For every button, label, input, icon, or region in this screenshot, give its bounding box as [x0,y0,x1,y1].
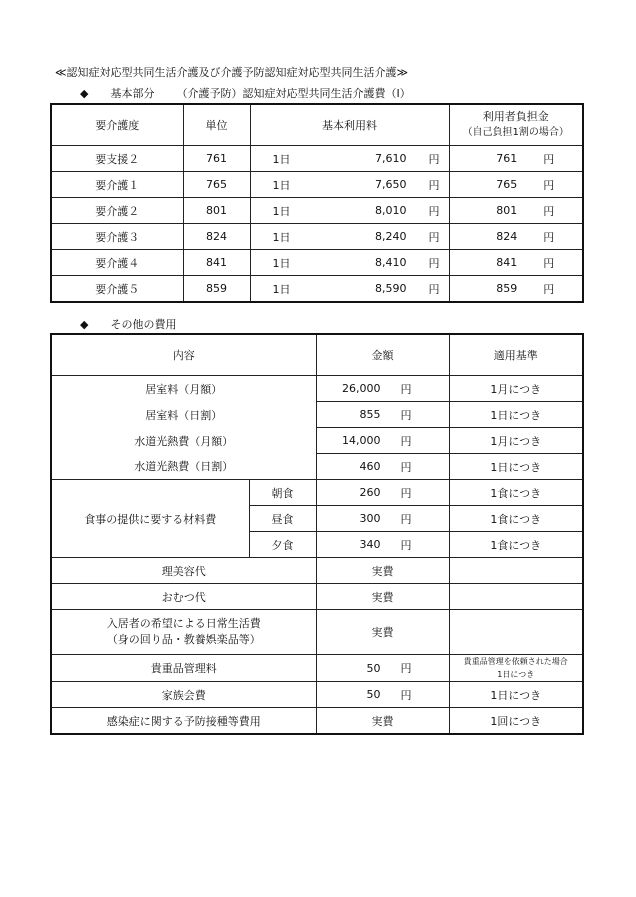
header-units: 単位 [183,104,250,146]
table-row: 理美容代 実費 [51,558,583,584]
table-header-row [51,334,583,376]
table-row: 食事の提供に要する材料費 朝食 260 円 1食につき [51,480,583,506]
section-basic-heading [80,85,411,101]
header-amount: 金額 [316,334,449,376]
table-row: 居室料（日割） 855 円 1日につき [51,402,583,428]
table-row: 貴重品管理料 50 円 貴重品管理を依頼された場合 1日につき [51,655,583,682]
table-row: 入居者の希望による日常生活費 （身の回り品・教養娯楽品等） 実費 [51,610,583,655]
table-row: 要介護４ 841 1日 8,410 円 841 円 [51,250,583,276]
section-subheading: （介護予防）認知症対応型共同生活介護費（Ⅰ） [176,87,411,100]
diamond-icon: ◆ [80,87,89,100]
table-row: 要介護５ 859 1日 8,590 円 859 円 [51,276,583,303]
header-care-level: 要介護度 [51,104,183,146]
document-title: ≪認知症対応型共同生活介護及び介護予防認知症対応型共同生活介護≫ [55,66,409,79]
table-row: 昼食 300 円 1食につき [51,506,583,532]
meal-cost-label: 食事の提供に要する材料費 [51,480,249,558]
other-fees-table [50,333,584,735]
table-header-row [51,104,583,146]
header-user-burden: 利用者負担金 （自己負担1割の場合） [449,104,583,146]
table-row: 要介護２ 801 1日 8,010 円 801 円 [51,198,583,224]
header-content: 内容 [51,334,316,376]
table-row: 水道光熱費（日割） 460 円 1日につき [51,454,583,480]
table-row: おむつ代 実費 [51,584,583,610]
section-label: その他の費用 [110,318,177,331]
table-row: 要支援２ 761 1日 7,610 円 761 円 [51,146,583,172]
header-basic-fee: 基本利用料 [250,104,449,146]
header-basis: 適用基準 [449,334,583,376]
basic-fee-table [50,103,584,303]
table-row: 要介護３ 824 1日 8,240 円 824 円 [51,224,583,250]
section-label: 基本部分 [110,87,155,100]
table-row: 要介護１ 765 1日 7,650 円 765 円 [51,172,583,198]
table-row: 居室料（月額） 26,000 円 1月につき [51,376,583,402]
table-row: 家族会費 50 円 1日につき [51,682,583,708]
diamond-icon: ◆ [80,318,89,331]
section-other-heading [80,316,176,332]
table-row: 水道光熱費（月額） 14,000 円 1月につき [51,428,583,454]
table-row: 夕食 340 円 1食につき [51,532,583,558]
table-row: 感染症に関する予防接種等費用 実費 1回につき [51,708,583,735]
